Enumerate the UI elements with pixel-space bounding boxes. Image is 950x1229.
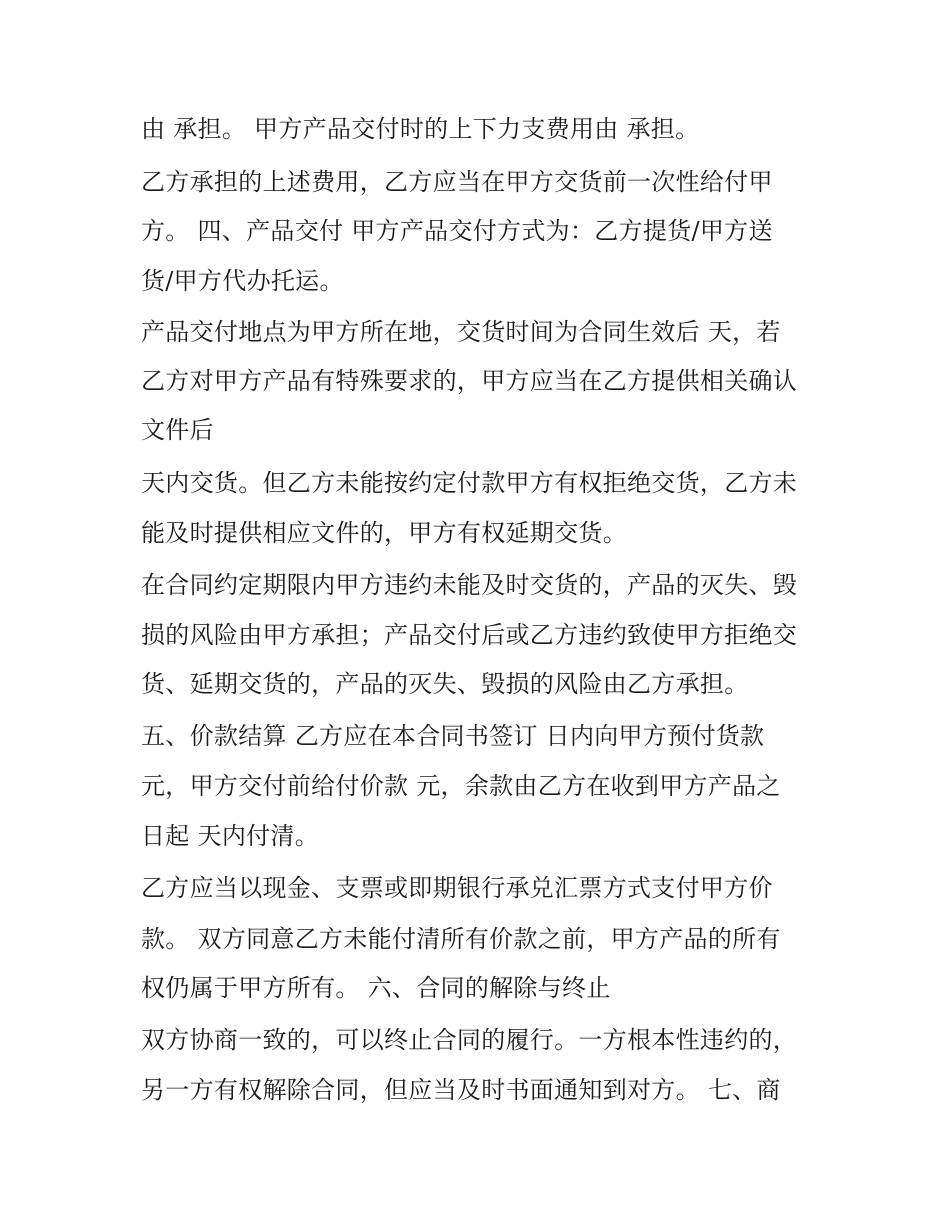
- text-line: 在合同约定期限内甲方违约未能及时交货的，产品的灭失、毁: [141, 571, 798, 599]
- text-line: 由 承担。 甲方产品交付时的上下力支费用由 承担。: [141, 115, 700, 143]
- text-line: 乙方对甲方产品有特殊要求的，甲方应当在乙方提供相关确认: [141, 367, 798, 395]
- text-line: 天内交货。但乙方未能按约定付款甲方有权拒绝交货，乙方未: [141, 469, 798, 497]
- text-line: 日起 天内付清。: [141, 822, 320, 850]
- text-line: 损的风险由甲方承担；产品交付后或乙方违约致使甲方拒绝交: [141, 621, 798, 649]
- text-line: 货、延期交货的，产品的灭失、毁损的风险由乙方承担。: [141, 670, 749, 698]
- text-line: 能及时提供相应文件的，甲方有权延期交货。: [141, 519, 627, 547]
- text-line: 乙方应当以现金、支票或即期银行承兑汇票方式支付甲方价: [141, 874, 773, 902]
- text-line: 货/甲方代办托运。: [141, 267, 344, 295]
- text-line: 双方协商一致的，可以终止合同的履行。一方根本性违约的，: [141, 1026, 798, 1054]
- text-line: 权仍属于甲方所有。 六、合同的解除与终止: [141, 974, 611, 1002]
- text-line: 文件后: [141, 416, 214, 444]
- text-line: 乙方承担的上述费用，乙方应当在甲方交货前一次性给付甲: [141, 168, 773, 196]
- text-line: 五、价款结算 乙方应在本合同书签订 日内向甲方预付货款: [141, 722, 765, 750]
- text-line: 款。 双方同意乙方未能付清所有价款之前，甲方产品的所有: [141, 925, 781, 953]
- text-line: 产品交付地点为甲方所在地，交货时间为合同生效后 天，若: [141, 318, 781, 346]
- text-line: 元，甲方交付前给付价款 元，余款由乙方在收到甲方产品之: [141, 772, 781, 800]
- text-line: 另一方有权解除合同，但应当及时书面通知到对方。 七、商: [141, 1076, 781, 1104]
- text-line: 方。 四、产品交付 甲方产品交付方式为：乙方提货/甲方送: [141, 217, 773, 245]
